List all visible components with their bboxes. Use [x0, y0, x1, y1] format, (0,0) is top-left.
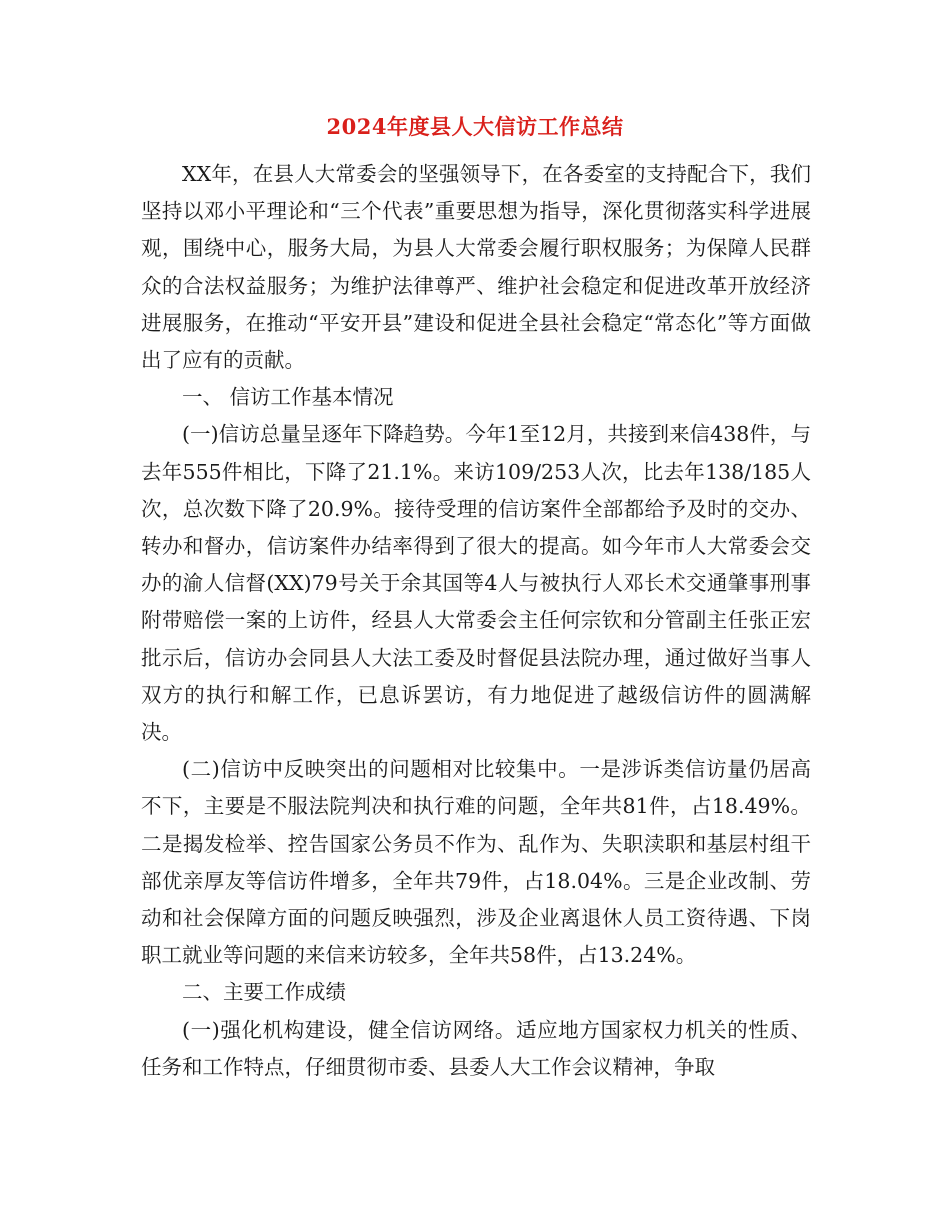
paragraph-intro: XX年，在县人大常委会的坚强领导下，在各委室的支持配合下，我们坚持以邓小平理论和“三个代表”重要思想为指导，深化贯彻落实科学进展观，围绕中心，服务大局，为县人大常委会履行职权服务；为保障人民群众的合法权益服务；为维护法律尊严、维护社会稳定和促进改革开放经济进展服务，在推动“平安开县”建设和促进全县社会稳定“常态化”等方面做出了应有的贡献。 — [141, 162, 811, 373]
section-heading-2: 二、主要工作成绩 — [182, 980, 346, 1005]
paragraph-1-2: (二)信访中反映突出的问题相对比较集中。一是涉诉类信访量仍居高不下，主要是不服法院判决和执行难的问题，全年共81件，占18.49%。二是揭发检举、控告国家公务员不作为、乱作为、失职渎职和基层村组干部优亲厚友等信访件增多，全年共79件，占18.04%。三是企业改制、劳动和社会保障方面的问题反映强烈，涉及企业离退休人员工资待遇、下岗职工就业等问题的来信来访较多，全年共58件，占13.24%。 — [141, 757, 811, 968]
document-title: 2024年度县人大信访工作总结 — [326, 114, 624, 139]
document-body — [141, 156, 811, 1086]
paragraph-1-1: (一)信访总量呈逐年下降趋势。今年1至12月，共接到来信438件，与去年555件相比，下降了21.1%。来访109/253人次，比去年138/185人次，总次数下降了20.9%。接待受理的信访案件全部都给予及时的交办、转办和督办，信访案件办结率得到了很大的提高。如今年市人大常委会交办的渝人信督(XX)79号关于余其国等4人与被执行人邓长术交通肇事刑事附带赔偿一案的上访件，经县人大常委会主任何宗钦和分管副主任张正宏批示后，信访办会同县人大法工委及时督促县法院办理，通过做好当事人双方的执行和解工作，已息诉罢访，有力地促进了越级信访件的圆满解决。 — [141, 422, 811, 745]
section-heading-1: 一、 信访工作基本情况 — [182, 385, 394, 410]
paragraph-2-1: (一)强化机构建设，健全信访网络。适应地方国家权力机关的性质、任务和工作特点，仔细贯彻市委、县委人大工作会议精神，争取 — [141, 1017, 811, 1079]
